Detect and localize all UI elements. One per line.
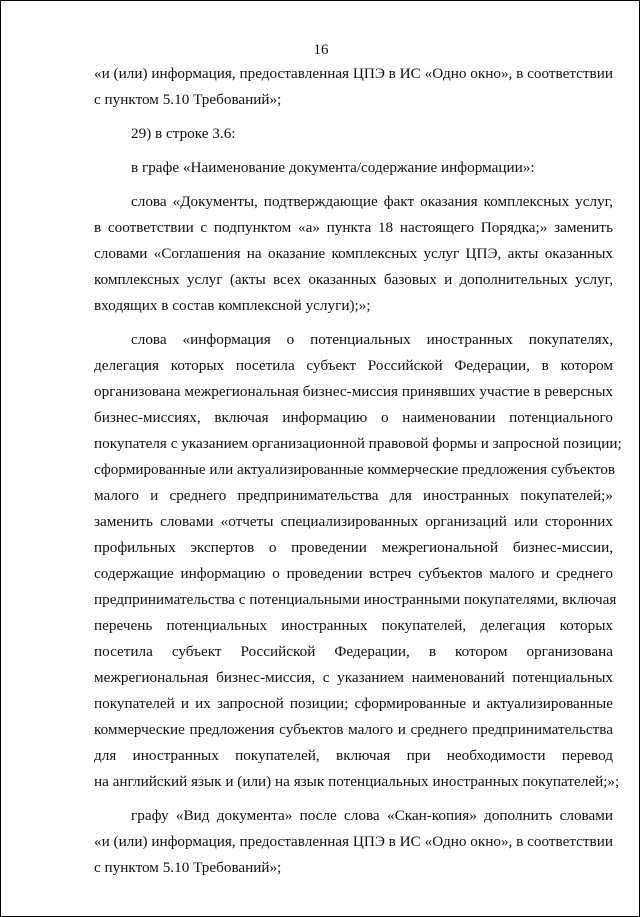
text-line: 29) в строке 3.6: bbox=[131, 125, 236, 142]
text-line: бизнес-миссиях, включая информацию о наименовании потенциального bbox=[94, 409, 613, 426]
text-line: «и (или) информация, предоставленная ЦПЭ в ИС «Одно окно», в соответствии bbox=[94, 65, 613, 82]
paragraph-gap bbox=[94, 795, 613, 803]
paragraph bbox=[94, 61, 613, 113]
text-line: содержащие информацию о проведении встреч субъектов малого и среднего bbox=[94, 565, 613, 582]
text-line: заменить словами «отчеты специализированных организаций или сторонних bbox=[94, 513, 613, 530]
text-line: покупателей и их запросной позиции; сформированные и актуализированные bbox=[94, 695, 613, 712]
text-line: профильных экспертов о проведении межрегиональной бизнес-миссии, bbox=[94, 539, 613, 556]
text-line: перечень потенциальных иностранных покупателей, делегация которых bbox=[94, 617, 613, 634]
text-line: слова «Документы, подтверждающие факт оказания комплексных услуг, bbox=[131, 193, 613, 210]
paragraph-gap bbox=[94, 147, 613, 155]
document-body bbox=[94, 61, 622, 881]
text-line: графу «Вид документа» после слова «Скан-копия» дополнить словами bbox=[131, 807, 613, 824]
paragraph bbox=[94, 803, 613, 881]
text-line: с пунктом 5.10 Требований»; bbox=[94, 859, 282, 876]
paragraph-gap bbox=[94, 319, 613, 327]
text-line: с пунктом 5.10 Требований»; bbox=[94, 91, 282, 108]
text-line: организована межрегиональная бизнес-миссия принявших участие в реверсных bbox=[94, 383, 613, 400]
paragraph bbox=[94, 189, 613, 319]
paragraph-gap bbox=[94, 113, 613, 121]
text-line: делегация которых посетила субъект Российской Федерации, в котором bbox=[94, 357, 613, 374]
text-line: слова «информация о потенциальных иностранных покупателях, bbox=[131, 331, 613, 348]
text-line: на английский язык и (или) на язык потенциальных иностранных покупателей;»; bbox=[94, 773, 620, 790]
text-line: сформированные или актуализированные коммерческие предложения субъектов bbox=[94, 461, 616, 478]
text-line: комплексных услуг (акты всех оказанных базовых и дополнительных услуг, bbox=[94, 271, 613, 288]
text-line: покупателя с указанием организационной правовой формы и запросной позиции; bbox=[94, 435, 622, 452]
text-line: словами «Соглашения на оказание комплексных услуг ЦПЭ, акты оказанных bbox=[94, 245, 613, 262]
text-line: в соответствии с подпунктом «а» пункта 18 настоящего Порядка;» заменить bbox=[94, 219, 613, 236]
text-line: посетила субъект Российской Федерации, в котором организована bbox=[94, 643, 613, 660]
text-line: коммерческие предложения субъектов малого и среднего предпринимательства bbox=[94, 721, 613, 738]
text-line: в графе «Наименование документа/содержание информации»: bbox=[131, 159, 535, 176]
text-line: межрегиональная бизнес-миссия, с указанием наименований потенциальных bbox=[94, 669, 613, 686]
text-line: «и (или) информация, предоставленная ЦПЭ в ИС «Одно окно», в соответствии bbox=[94, 833, 613, 850]
paragraph bbox=[94, 155, 613, 181]
text-line: малого и среднего предпринимательства для иностранных покупателей;» bbox=[94, 487, 613, 504]
text-line: предпринимательства с потенциальными иностранными покупателями, включая bbox=[94, 591, 617, 608]
text-line: для иностранных покупателей, включая при необходимости перевод bbox=[94, 747, 613, 764]
text-line: входящих в состав комплексной услуги);»; bbox=[94, 297, 371, 314]
paragraph bbox=[94, 327, 622, 795]
paragraph bbox=[94, 121, 613, 147]
page-number: 16 bbox=[313, 42, 329, 58]
paragraph-gap bbox=[94, 181, 613, 189]
